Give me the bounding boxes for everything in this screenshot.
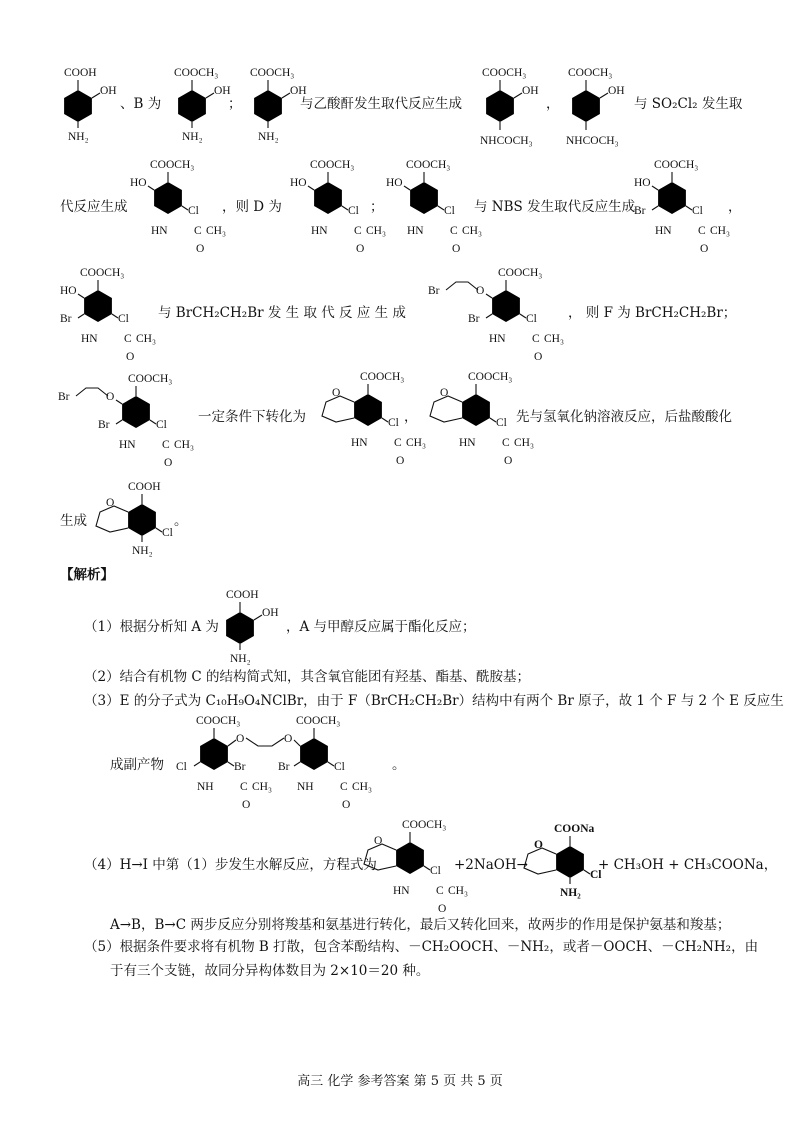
cooch3-label: COOCH₃ (150, 159, 195, 171)
c-label: C (450, 225, 458, 237)
cl-label: Cl (334, 761, 345, 773)
oh-label: OH (100, 85, 117, 97)
nh2-label: NH₂ (560, 887, 581, 899)
cooh-label: COOH (128, 481, 161, 493)
nh2-label: NH₂ (68, 131, 89, 143)
ch3-label: CH₃ (136, 333, 156, 345)
page-footer: 高三 化学 参考答案 第 5 页 共 5 页 (297, 1074, 503, 1089)
ho-label: HO (60, 285, 77, 297)
ch3-label: CH₃ (252, 781, 272, 793)
text-l4c: 先与氢氧化钠溶液反应，后盐酸酸化 (516, 409, 732, 425)
text-l1b: ； (228, 96, 242, 112)
ho-label: HO (386, 177, 403, 189)
hn-label: HN (459, 437, 476, 449)
ch3-label: CH₃ (206, 225, 226, 237)
analysis-p3: （3）E 的分子式为 C₁₀H₉O₄NClBr，由于 F（BrCH₂CH₂Br）结构中有两个 Br 原子，故 1 个 F 与 2 个 E 反应生 (84, 693, 784, 709)
molecule-D (130, 148, 226, 255)
cooch3-label: COOCH₃ (80, 267, 125, 279)
o-label: O (534, 351, 543, 363)
ch3-label: CH₃ (366, 225, 386, 237)
molecule-E-repeat (54, 252, 154, 364)
cooch3-label: COOCH₃ (360, 371, 405, 383)
o-label: O (374, 835, 383, 847)
ho-label: HO (130, 177, 147, 189)
analysis-p1a: （1）根据分析知 A 为 (84, 619, 219, 635)
o-label: O (106, 497, 115, 509)
nh2-label: NH₂ (182, 131, 203, 143)
molecule-H-repeat (420, 360, 534, 472)
ho-label: HO (634, 177, 651, 189)
o-label: O (332, 387, 341, 399)
cooch3-label: COOCH₃ (250, 67, 295, 79)
c-label: C (698, 225, 706, 237)
hn-label: HN (489, 333, 506, 345)
cl-label: Cl (388, 417, 399, 429)
analysis-p5b: 于有三个支链，故同分异构体数目为 2×10＝20 种。 (110, 963, 430, 979)
o-label: O (534, 839, 543, 851)
c-label: C (162, 439, 170, 451)
nh-label: NH (197, 781, 214, 793)
br-label: Br (428, 285, 440, 297)
text-l2b: ，则 D 为 (222, 199, 282, 215)
cooch3-label: COOCH₃ (310, 159, 355, 171)
o-label: O (164, 457, 173, 469)
text-l1a: 、B 为 (120, 96, 162, 112)
text-l2d: 与 NBS 发生取代反应生成 (474, 199, 636, 215)
oh-label: OH (214, 85, 231, 97)
ch3-label: CH₃ (710, 225, 730, 237)
text-l5a: 生成 (60, 513, 87, 529)
molecule-C-repeat (556, 58, 646, 158)
ho-label: HO (290, 177, 307, 189)
cl-label: Cl (526, 313, 537, 325)
oh-label: OH (262, 607, 279, 619)
cooch3-label: COOCH₃ (568, 67, 613, 79)
hn-label: HN (151, 225, 168, 237)
analysis-p3b: 成副产物 (110, 757, 164, 773)
c-label: C (340, 781, 348, 793)
c-label: C (194, 225, 202, 237)
cl-label: Cl (176, 761, 187, 773)
ch3-label: CH₃ (174, 439, 194, 451)
ch3-label: CH₃ (462, 225, 482, 237)
analysis-p4a: （4）H→I 中第（1）步发生水解反应，方程式为 (84, 857, 377, 873)
o-label: O (236, 733, 245, 745)
c-label: C (502, 437, 510, 449)
o-label: O (440, 387, 449, 399)
cooch3-label: COOCH₃ (402, 819, 447, 831)
cl-label: Cl (496, 417, 507, 429)
text-l3a: 与 BrCH₂CH₂Br 发 生 取 代 反 应 生 成 (158, 305, 406, 321)
cl-label: Cl (162, 527, 173, 539)
o-label: O (196, 243, 205, 255)
nh-label: NH (297, 781, 314, 793)
molecule-G-repeat (58, 358, 198, 470)
hn-label: HN (393, 885, 410, 897)
o-label: O (504, 455, 513, 467)
cl-label: Cl (692, 205, 703, 217)
br-label: Br (468, 313, 480, 325)
o-label: O (476, 285, 485, 297)
text-l1e: 与 SO₂Cl₂ 发生取 (634, 96, 743, 112)
analysis-p2: （2）结合有机物 C 的结构简式知，其含氧官能团有羟基、酯基、酰胺基； (84, 669, 531, 685)
molecule-D-repeat-2 (386, 148, 482, 255)
molecule-G (428, 252, 568, 364)
ch3-label: CH₃ (406, 437, 426, 449)
nh2-label: NH₂ (258, 131, 279, 143)
text-l2a: 代反应生成 (60, 199, 128, 215)
byproduct-molecule (170, 700, 390, 820)
text-l1c: 与乙酸酐发生取代反应生成 (300, 96, 462, 112)
oh-label: OH (608, 85, 625, 97)
c-label: C (354, 225, 362, 237)
analysis-p3c: 。 (392, 757, 406, 773)
c-label: C (532, 333, 540, 345)
o-label: O (106, 391, 115, 403)
br-label: Br (234, 761, 246, 773)
cl-label: Cl (348, 205, 359, 217)
cl-label: Cl (188, 205, 199, 217)
hn-label: HN (119, 439, 136, 451)
cooch3-label: COOCH₃ (468, 371, 513, 383)
nh2-label: NH₂ (230, 653, 251, 665)
o-label: O (342, 799, 351, 811)
c-label: C (394, 437, 402, 449)
molecule-H-equation (354, 808, 468, 920)
o-label: O (126, 351, 135, 363)
hn-label: HN (655, 225, 672, 237)
o-label: O (284, 733, 293, 745)
br-label: Br (278, 761, 290, 773)
molecule-I (86, 470, 186, 566)
ch3-label: CH₃ (514, 437, 534, 449)
oh-label: OH (290, 85, 307, 97)
hn-label: HN (407, 225, 424, 237)
cooch3-label: COOCH₃ (406, 159, 451, 171)
cooh-label: COOH (64, 67, 97, 79)
hn-label: HN (351, 437, 368, 449)
text-l4b: ， (404, 409, 418, 425)
cl-label: Cl (430, 865, 441, 877)
br-label: Br (634, 205, 646, 217)
nh2-label: NH₂ (132, 545, 153, 557)
molecule-D-repeat (290, 148, 386, 255)
cooch3-label: COOCH₃ (498, 267, 543, 279)
c-label: C (436, 885, 444, 897)
analysis-heading: 【解析】 (60, 567, 114, 583)
analysis-p5a: （5）根据条件要求将有机物 B 打散，包含苯酚结构、－CH₂OOCH、－NH₂，或者－OOCH、－CH₂NH₂，由 (84, 939, 759, 955)
analysis-p4b: +2NaOH→ (454, 857, 528, 873)
o-label: O (242, 799, 251, 811)
cooch3-label: COOCH₃ (296, 715, 341, 727)
molecule-A-analysis (210, 580, 280, 670)
o-label: O (452, 243, 461, 255)
analysis-p4d: A→B，B→C 两步反应分别将羧基和氨基进行转化，最后又转化回来，故两步的作用是保护氨基和羧基； (110, 917, 731, 933)
cl-label: Cl (156, 419, 167, 431)
cl-label: Cl (118, 313, 129, 325)
text-l4a: 一定条件下转化为 (198, 409, 306, 425)
cooch3-label: COOCH₃ (128, 373, 173, 385)
o-label: O (356, 243, 365, 255)
nhcoch3-label: NHCOCH₃ (480, 135, 533, 147)
hn-label: HN (311, 225, 328, 237)
cooch3-label: COOCH₃ (482, 67, 527, 79)
analysis-p1b: ，A 与甲醇反应属于酯化反应； (286, 619, 476, 635)
c-label: C (124, 333, 132, 345)
cl-label: Cl (444, 205, 455, 217)
br-label: Br (98, 419, 110, 431)
br-label: Br (58, 391, 70, 403)
analysis-p4c: + CH₃OH + CH₃COONa， (598, 857, 778, 873)
text-l1d: ， (546, 96, 560, 112)
ch3-label: CH₃ (352, 781, 372, 793)
molecule-A (48, 58, 118, 148)
text-l2e: ， (728, 199, 742, 215)
cooch3-label: COOCH₃ (174, 67, 219, 79)
ch3-label: CH₃ (544, 333, 564, 345)
text-l2c: ； (370, 199, 384, 215)
cooh-label: COOH (226, 589, 259, 601)
ch3-label: CH₃ (448, 885, 468, 897)
oh-label: OH (522, 85, 539, 97)
molecule-E (628, 148, 728, 253)
cl-label: Cl (590, 869, 602, 881)
nhcoch3-label: NHCOCH₃ (566, 135, 619, 147)
cooch3-label: COOCH₃ (196, 715, 241, 727)
cooch3-label: COOCH₃ (654, 159, 699, 171)
c-label: C (240, 781, 248, 793)
text-l5b: 。 (174, 513, 188, 529)
text-l3b: ， 则 F 为 BrCH₂CH₂Br； (568, 305, 737, 321)
coona-label: COONa (554, 823, 595, 835)
br-label: Br (60, 313, 72, 325)
o-label: O (700, 243, 709, 255)
o-label: O (396, 455, 405, 467)
hn-label: HN (81, 333, 98, 345)
o-label: O (438, 903, 447, 915)
